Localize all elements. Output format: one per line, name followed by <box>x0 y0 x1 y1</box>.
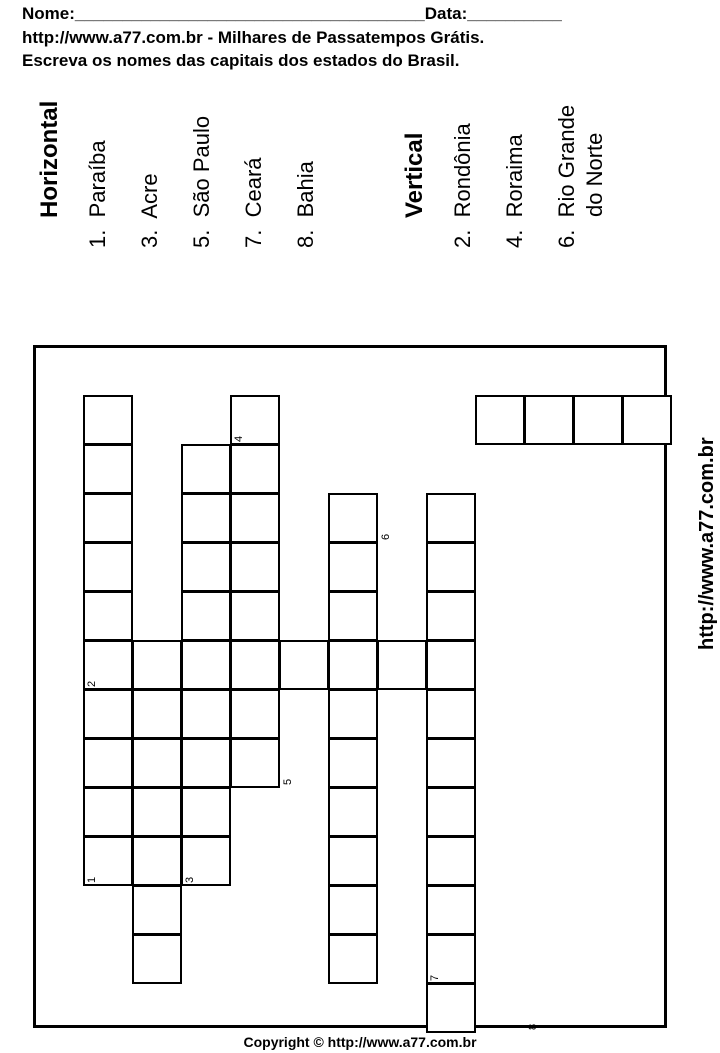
grid-cell[interactable] <box>279 640 329 690</box>
clue-h7: 7. Ceará <box>241 157 266 248</box>
grid-cell[interactable] <box>426 738 476 788</box>
grid-cell[interactable] <box>328 591 378 641</box>
grid-cell[interactable] <box>426 493 476 543</box>
sidebar-url: http://www.a77.com.br <box>696 437 718 650</box>
clue-number: 7 <box>429 974 441 981</box>
grid-cell[interactable] <box>132 640 182 690</box>
clue-number: 2 <box>86 680 98 687</box>
grid-cell[interactable] <box>426 591 476 641</box>
clue-number: 5 <box>282 778 294 785</box>
name-line <box>22 4 562 24</box>
grid-cell[interactable] <box>230 493 280 543</box>
clue-number: 6 <box>380 533 392 540</box>
grid-cell[interactable] <box>181 738 231 788</box>
crossword-board <box>33 345 667 1028</box>
grid-cell[interactable] <box>524 395 574 445</box>
grid-cell[interactable] <box>426 885 476 935</box>
grid-cell[interactable] <box>181 444 231 494</box>
clue-v6: 6. Rio Grande <box>554 104 579 248</box>
data-label: Data: <box>424 4 468 23</box>
grid-cell[interactable] <box>230 444 280 494</box>
grid-cell[interactable] <box>181 689 231 739</box>
grid-cell[interactable] <box>328 885 378 935</box>
grid-cell[interactable] <box>83 444 133 494</box>
grid-cell[interactable] <box>83 689 133 739</box>
grid-cell[interactable] <box>181 591 231 641</box>
grid-cell[interactable] <box>426 640 476 690</box>
vertical-title: Vertical <box>401 132 428 218</box>
grid-cell[interactable] <box>132 885 182 935</box>
grid-cell[interactable] <box>181 640 231 690</box>
grid-cell[interactable] <box>475 395 525 445</box>
grid-cell[interactable] <box>181 493 231 543</box>
clue-number: 8 <box>527 1023 539 1030</box>
grid-cell[interactable] <box>132 934 182 984</box>
grid-cell[interactable] <box>328 640 378 690</box>
nome-label: Nome: <box>22 4 75 23</box>
clue-number: 4 <box>233 435 245 442</box>
grid-cell[interactable] <box>328 689 378 739</box>
nome-blank[interactable]: _____________________________________ <box>74 4 425 23</box>
grid-cell[interactable] <box>426 787 476 837</box>
site-line: http://www.a77.com.br - Milhares de Passatempos Grátis. <box>22 28 485 47</box>
grid-cell[interactable] <box>426 689 476 739</box>
grid-cell[interactable] <box>426 836 476 886</box>
clue-h3: 3. Acre <box>137 173 162 248</box>
grid-cell[interactable] <box>230 640 280 690</box>
grid-cell[interactable] <box>377 640 427 690</box>
grid-cell[interactable] <box>83 787 133 837</box>
grid-cell[interactable] <box>83 542 133 592</box>
data-blank[interactable]: __________ <box>467 4 562 23</box>
grid-cell[interactable] <box>230 542 280 592</box>
grid-cell[interactable] <box>426 983 476 1033</box>
grid-cell[interactable] <box>83 738 133 788</box>
grid-cell[interactable] <box>83 591 133 641</box>
grid-cell[interactable] <box>328 934 378 984</box>
grid-cell[interactable] <box>230 689 280 739</box>
grid-cell[interactable] <box>328 738 378 788</box>
grid-cell[interactable] <box>132 836 182 886</box>
clue-v6-line2: do Norte <box>582 132 607 217</box>
instructions: Escreva os nomes das capitais dos estados do Brasil. <box>22 51 460 70</box>
clue-h8: 8. Bahia <box>293 161 318 248</box>
grid-cell[interactable] <box>181 787 231 837</box>
grid-cell[interactable] <box>328 836 378 886</box>
grid-cell[interactable] <box>573 395 623 445</box>
grid-cell[interactable] <box>328 787 378 837</box>
grid-cell[interactable] <box>132 738 182 788</box>
clue-number: 1 <box>86 876 98 883</box>
grid-cell[interactable] <box>132 787 182 837</box>
grid-cell[interactable] <box>328 542 378 592</box>
clue-h1: 1. Paraíba <box>85 140 110 248</box>
clue-v4: 4. Roraima <box>502 134 527 248</box>
grid-cell[interactable] <box>132 689 182 739</box>
grid-cell[interactable] <box>622 395 672 445</box>
grid-cell[interactable] <box>328 493 378 543</box>
clue-number: 3 <box>184 876 196 883</box>
grid-cell[interactable] <box>83 395 133 445</box>
horizontal-title: Horizontal <box>36 100 63 218</box>
clue-h5: 5. São Paulo <box>189 115 214 248</box>
grid-cell[interactable] <box>181 542 231 592</box>
grid-cell[interactable] <box>230 591 280 641</box>
clue-v2: 2. Rondônia <box>450 123 475 248</box>
grid-cell[interactable] <box>426 542 476 592</box>
grid-cell[interactable] <box>83 493 133 543</box>
grid-cell[interactable] <box>230 738 280 788</box>
copyright: Copyright © http://www.a77.com.br <box>243 1034 477 1050</box>
